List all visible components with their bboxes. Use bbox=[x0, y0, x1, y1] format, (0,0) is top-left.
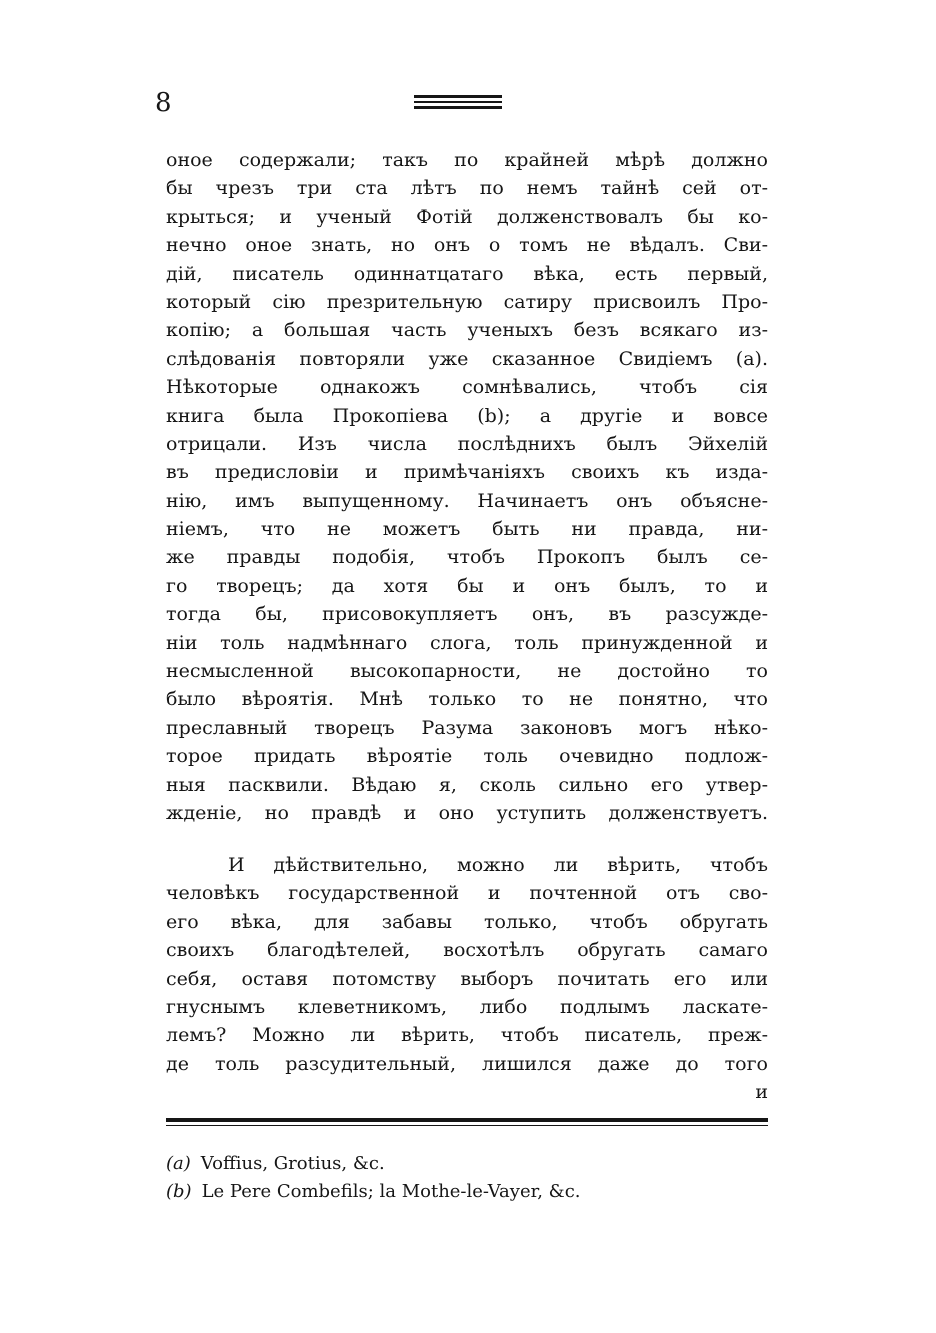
catchword: и bbox=[755, 1081, 768, 1103]
text-line: копію; а большая часть ученыхъ безъ всякаго из- bbox=[166, 319, 768, 342]
body-paragraph-1 bbox=[166, 146, 768, 827]
footnote-b bbox=[166, 1178, 768, 1206]
text-line: жденіе, но правдѣ и оно уступить долженствуетъ. bbox=[166, 801, 768, 824]
text-line: было вѣроятія. Мнѣ только то не понятно, что bbox=[166, 688, 768, 711]
text-line: отрицали. Изъ числа послѣднихъ былъ Эйхелій bbox=[166, 432, 768, 455]
footnotes bbox=[166, 1150, 768, 1206]
text-line: И дѣйствительно, можно ли вѣрить, чтобъ bbox=[228, 854, 768, 876]
footnote-mark: (a) bbox=[166, 1153, 191, 1174]
text-line: преславный творецъ Разума законовъ могъ нѣко- bbox=[166, 716, 768, 739]
page-number: 8 bbox=[155, 88, 172, 118]
footnote-rule-thick bbox=[166, 1118, 768, 1122]
header-rule-bar bbox=[414, 95, 502, 98]
text-line: ніи толь надмѣннаго слога, толь принужденной и bbox=[166, 631, 768, 654]
footnote-text: Le Pere Combefils; la Mothe-le-Vayer, &c. bbox=[201, 1181, 581, 1202]
text-line: который сію презрительную сатиру присвоилъ Про- bbox=[166, 290, 768, 313]
text-line: нію, имъ выпущенному. Начинаетъ онъ объясне- bbox=[166, 489, 768, 512]
footnote-a bbox=[166, 1150, 768, 1178]
text-line: себя, оставя потомству выборъ почитать его или bbox=[166, 967, 768, 990]
body-paragraph-2 bbox=[166, 851, 768, 1078]
header-rule-bar bbox=[414, 101, 502, 103]
text-line: го творецъ; да хотя бы и онъ былъ, то и bbox=[166, 574, 768, 597]
header-rule-bar bbox=[414, 106, 502, 109]
text-line: нечно оное знать, но онъ о томъ не вѣдалъ. Сви- bbox=[166, 234, 768, 257]
text-line: своихъ благодѣтелей, восхотѣлъ обругать самаго bbox=[166, 939, 768, 962]
text-line: книга была Прокопіева (b); а другіе и вовсе bbox=[166, 404, 768, 427]
text-line: несмысленной высокопарности, не достойно то bbox=[166, 660, 768, 683]
footnote-text: Voffius, Grotius, &c. bbox=[200, 1153, 385, 1174]
text-line: въ предисловіи и примѣчаніяхъ своихъ къ изда- bbox=[166, 461, 768, 484]
header-ornament-rule bbox=[414, 95, 502, 109]
text-line: де толь разсудительный, лишился даже до того bbox=[166, 1052, 768, 1075]
text-line: торое придать вѣроятіе толь очевидно подлож- bbox=[166, 745, 768, 768]
text-line: Нѣкоторые однакожъ сомнѣвались, чтобъ сія bbox=[166, 376, 768, 399]
text-line: тогда бы, присовокупляетъ онъ, въ разсужде- bbox=[166, 603, 768, 626]
text-line: его вѣка, для забавы только, чтобъ обругать bbox=[166, 910, 768, 933]
text-line: же правды подобія, чтобъ Прокопъ былъ се- bbox=[166, 546, 768, 569]
footnote-rule-thin bbox=[166, 1125, 768, 1126]
text-line: лемъ? Можно ли вѣрить, чтобъ писатель, преж- bbox=[166, 1024, 768, 1047]
text-line: гнуснымъ клеветникомъ, либо подлымъ ласкате- bbox=[166, 995, 768, 1018]
footnote-mark: (b) bbox=[166, 1181, 192, 1202]
text-line: дій, писатель одиннатцатаго вѣка, есть первый, bbox=[166, 262, 768, 285]
text-line: слѣдованія повторяли уже сказанное Свидіемъ (a). bbox=[166, 347, 768, 370]
text-line: бы чрезъ три ста лѣтъ по немъ тайнѣ сей от- bbox=[166, 177, 768, 200]
text-line: оное содержали; такъ по крайней мѣрѣ должно bbox=[166, 149, 768, 171]
text-line: ныя пасквили. Вѣдаю я, сколь сильно его утвер- bbox=[166, 773, 768, 796]
text-line: человѣкъ государственной и почтенной отъ сво- bbox=[166, 882, 768, 905]
text-line: крыться; и ученый Фотій долженствовалъ бы ко- bbox=[166, 205, 768, 228]
text-line: ніемъ, что не можетъ быть ни правда, ни- bbox=[166, 518, 768, 541]
